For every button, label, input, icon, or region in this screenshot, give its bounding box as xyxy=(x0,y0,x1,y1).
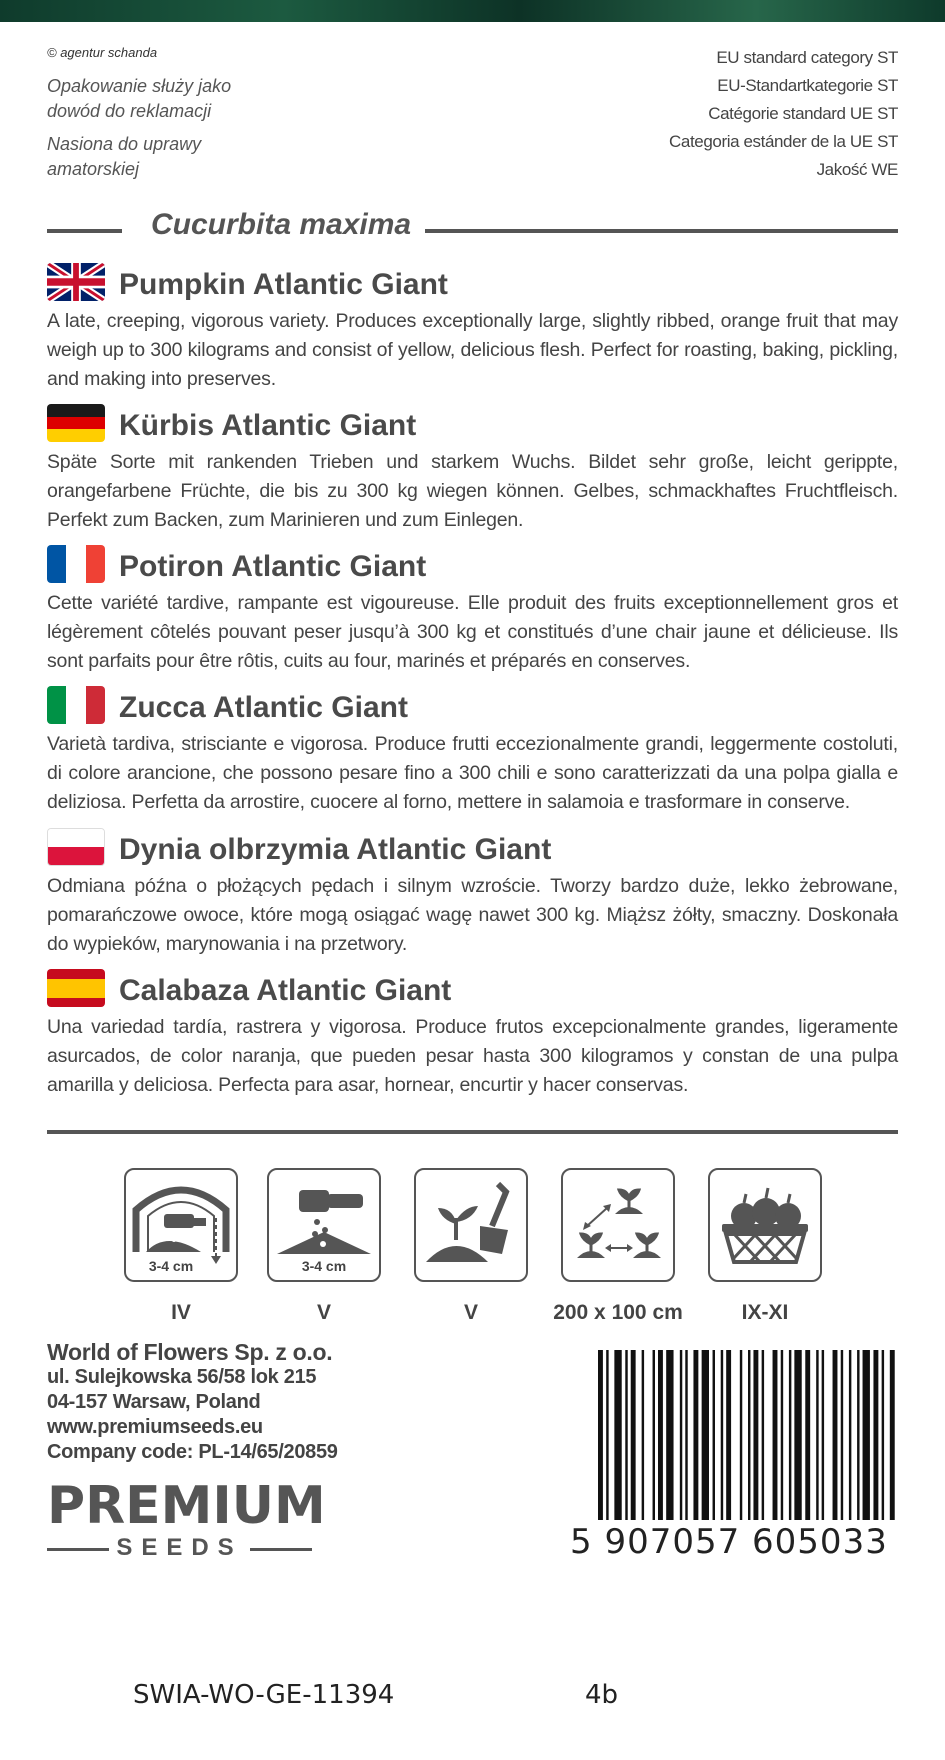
month-label: IV xyxy=(171,1301,191,1324)
rule-left xyxy=(47,229,122,233)
lang-title: Calabaza Atlantic Giant xyxy=(119,974,452,1007)
rule-right xyxy=(417,229,898,233)
eu-standard-line: Catégorie standard UE ST xyxy=(708,104,898,123)
company-code: Company code: PL-14/65/20859 xyxy=(47,1441,338,1463)
eu-standard-line: Jakość WE xyxy=(816,160,898,179)
depth-label: 3-4 cm xyxy=(301,1258,347,1274)
lang-text: Odmiana późna o płożących pędach i silnym wzroście. Tworzy bardzo duże, lekko żebrowane, pomarańczowe owoce, które mogą osiągać wagę nawet 300 kg. Miąższ żółty, smaczny. Doskonała do wypieków, marynowania i na przetwory. xyxy=(47,875,898,955)
note-line: Opakowanie służy jako xyxy=(47,76,232,96)
poland-flag-icon xyxy=(47,828,105,866)
spacing-label: 200 x 100 cm xyxy=(553,1301,683,1324)
lang-section-de xyxy=(47,404,898,535)
month-label: IX-XI xyxy=(741,1301,789,1324)
premium-logo: PREMIUM xyxy=(47,1476,326,1536)
company-city: 04-157 Warsaw, Poland xyxy=(47,1391,261,1413)
harvest-basket-icon xyxy=(708,1168,822,1282)
barcode-digits: 5 907057 605033 xyxy=(570,1522,888,1562)
lang-text: Späte Sorte mit rankenden Trieben und starkem Wuchs. Bildet sehr große, leicht gerippte, orangefarbene Früchte, die bis zu 300 kg wiegen können. Gelbes, schmackhaftes Fruchtfleisch. Perfekt zum Backen, zum Marinieren und zum Einlegen. xyxy=(47,451,898,531)
lang-text: Una variedad tardía, rastrera y vigorosa. Produce frutos excepcionalmente grandes, ligeramente asurcados, de color naranja, que pueden pesar hasta 300 kilogramos y constan de una pulpa amarilla y deliciosa. Perfecta para asar, hornear, encurtir y hacer conservas. xyxy=(47,1016,898,1096)
spain-flag-icon xyxy=(47,969,105,1007)
france-flag-icon xyxy=(47,545,105,583)
greenhouse-sowing-icon xyxy=(124,1168,238,1282)
latin-name: Cucurbita maxima xyxy=(137,208,425,242)
lang-section-pl xyxy=(47,828,898,959)
eu-standard-line: EU-Standartkategorie ST xyxy=(717,76,898,95)
eu-standard-line: EU standard category ST xyxy=(716,48,898,67)
lang-section-fr xyxy=(47,545,898,676)
lang-title: Potiron Atlantic Giant xyxy=(119,550,427,583)
note-line: Nasiona do uprawy xyxy=(47,134,202,154)
latin-name-row xyxy=(47,208,898,248)
germany-flag-icon xyxy=(47,404,105,442)
company-street: ul. Sulejkowska 56/58 lok 215 xyxy=(47,1366,317,1388)
lang-section-en xyxy=(47,263,898,394)
lang-text: Varietà tardiva, strisciante e vigorosa. Produce frutti eccezionalmente grandi, leggermente costoluti, di colore arancione, che possono pesare fino a 300 chili e sono caratterizzati da una polpa gialla e deliziosa. Perfetta da arrostire, cuocere al forno, mettere in salamoia e trasformare in conserve. xyxy=(47,733,898,813)
seeds-logo xyxy=(47,1534,312,1564)
section-divider xyxy=(47,1130,898,1134)
company-website: www.premiumseeds.eu xyxy=(47,1416,263,1438)
month-label: V xyxy=(463,1301,478,1324)
lang-title: Dynia olbrzymia Atlantic Giant xyxy=(119,833,552,866)
note-line: amatorskiej xyxy=(47,159,140,179)
uk-flag-icon xyxy=(47,263,105,301)
lang-title: Pumpkin Atlantic Giant xyxy=(119,268,448,301)
footer-code: SWIA-WO-GE-11394 xyxy=(133,1680,395,1710)
lang-section-it xyxy=(47,686,898,817)
top-photo-band xyxy=(0,0,945,22)
copyright: © agentur schanda xyxy=(47,45,158,60)
lang-section-es xyxy=(47,969,898,1100)
lang-title: Kürbis Atlantic Giant xyxy=(119,409,417,442)
lang-text: Cette variété tardive, rampante est vigoureuse. Elle produit des fruits exceptionnellement gros et légèrement côtelés pouvant peser jusqu’à 300 kg et constitués d’une chair jaune et délicieuse. Ils sont parfaits pour être rôtis, cuits au four, marinés et préparés en conserves. xyxy=(47,592,898,672)
note-line: dowód do reklamacji xyxy=(47,101,212,121)
company-name: World of Flowers Sp. z o.o. xyxy=(47,1339,333,1365)
open-ground-sowing-icon xyxy=(267,1168,381,1282)
transplanting-icon xyxy=(414,1168,528,1282)
seeds-word: SEEDS xyxy=(116,1534,243,1561)
italy-flag-icon xyxy=(47,686,105,724)
lang-text: A late, creeping, vigorous variety. Produces exceptionally large, slightly ribbed, orange fruit that may weigh up to 300 kilograms and consist of yellow, delicious flesh. Perfect for roasting, baking, pickling, and making into preserves. xyxy=(47,310,898,390)
eu-standard-line: Categoria estánder de la UE ST xyxy=(669,132,898,151)
eu-standard-block xyxy=(669,44,898,184)
footer-page: 4b xyxy=(585,1680,619,1710)
company-info xyxy=(47,1340,338,1465)
month-label: V xyxy=(316,1301,331,1324)
lang-title: Zucca Atlantic Giant xyxy=(119,691,408,724)
depth-label: 3-4 cm xyxy=(148,1258,194,1274)
polish-notes xyxy=(47,74,231,190)
plant-spacing-icon xyxy=(561,1168,675,1282)
